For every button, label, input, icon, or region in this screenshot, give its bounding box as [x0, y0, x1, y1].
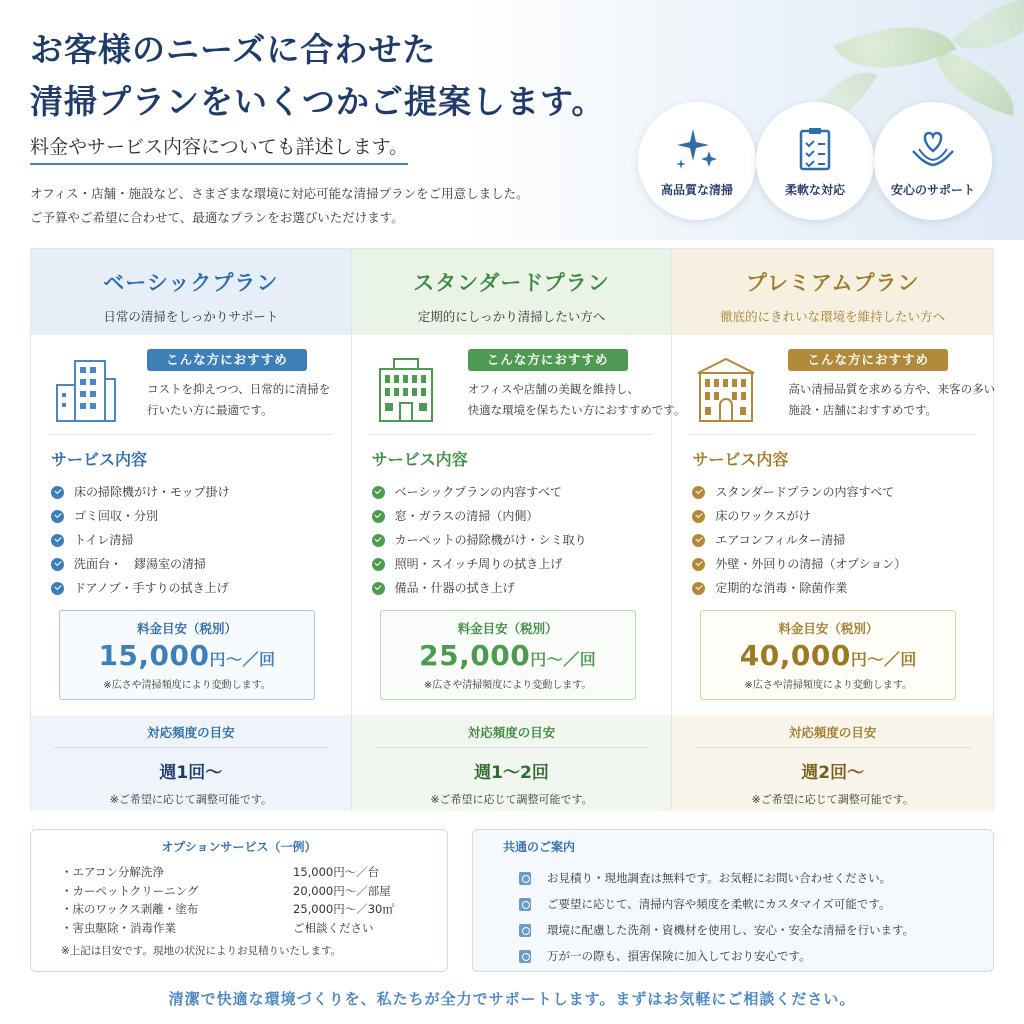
service-text: 洗面台・ 鏐湯室の清掃	[74, 557, 207, 571]
list-item	[372, 552, 672, 576]
price-unit: 円〜／回	[530, 650, 597, 669]
list-item	[51, 504, 351, 528]
frequency-note: ※ご希望に応じて調整可能です。	[751, 793, 914, 806]
table-row	[61, 919, 447, 938]
price-note: ※広さや清掃頻度により変動します。	[423, 680, 592, 691]
intro-text	[30, 182, 529, 230]
plan-header	[672, 249, 993, 335]
list-item	[372, 576, 672, 600]
service-text: 窓・ガラスの清掃（内側）	[394, 509, 539, 523]
feature-flexible	[756, 102, 874, 220]
plan-tagline: 日常の清掃をしっかりサポート	[103, 309, 279, 324]
feature-label: 柔軟な対応	[784, 182, 845, 197]
recommendation	[690, 335, 996, 435]
option-services-note: ※上記は目安です。現地の状況によりお見積りいたします。	[61, 945, 342, 957]
check-icon	[51, 486, 64, 499]
recommend-badge: こんな方におすすめ	[788, 349, 948, 371]
document-icon	[519, 872, 531, 885]
services-title: サービス内容	[371, 450, 468, 469]
check-icon	[372, 558, 385, 571]
services-list	[692, 480, 993, 600]
list-item	[519, 943, 993, 969]
plan-basic	[31, 249, 352, 809]
plan-name: スタンダードプラン	[413, 270, 610, 295]
list-item	[519, 891, 993, 917]
services-list	[372, 480, 672, 600]
feature-label: 高品質な清掃	[660, 182, 733, 197]
plan-premium	[672, 249, 996, 809]
heart-hands-icon	[909, 125, 957, 173]
service-text: カーペットの掃除機がけ・シミ取り	[394, 533, 587, 547]
recommend-line-2: 行いたい方に最適です。	[147, 403, 273, 417]
service-text: 床の掃除機がけ・モップ掛け	[74, 485, 230, 499]
list-item	[51, 552, 351, 576]
frequency-section	[31, 715, 351, 811]
check-icon	[692, 510, 705, 523]
plan-standard	[352, 249, 686, 809]
check-icon	[372, 486, 385, 499]
plan-header	[31, 249, 351, 335]
option-services-title: オプションサービス（一例）	[161, 840, 317, 854]
list-item	[372, 480, 672, 504]
frequency-value: 週1回〜	[159, 763, 223, 783]
check-icon	[692, 582, 705, 595]
list-item	[692, 504, 993, 528]
common-info-list	[519, 865, 993, 969]
list-item	[519, 917, 993, 943]
recommend-text	[788, 379, 995, 421]
intro-line-1: オフィス・店舗・施設など、さまざまな環境に対応可能な清掃プランをご用意しました。	[30, 186, 529, 201]
check-icon	[692, 558, 705, 571]
recommendation	[49, 335, 333, 435]
eco-icon	[519, 924, 531, 937]
frequency-note: ※ご希望に応じて調整可能です。	[109, 793, 272, 806]
common-info-box	[472, 829, 994, 972]
service-text: ベーシックプランの内容すべて	[394, 485, 562, 499]
price-box	[380, 610, 636, 700]
plans-table	[30, 248, 994, 810]
info-text: 万が一の際も、損害保険に加入しており安心です。	[547, 949, 811, 963]
title-line-2: 清掃プランをいくつかご提案します。	[30, 82, 606, 121]
list-item	[51, 576, 351, 600]
service-text: ゴミ回収・分別	[74, 509, 159, 523]
service-text: トイレ清掃	[74, 533, 134, 547]
page-subtitle: 料金やサービス内容についても詳述します。	[30, 132, 408, 165]
price-amount: 25,000	[419, 639, 531, 672]
list-item	[692, 552, 993, 576]
settings-icon	[519, 898, 531, 911]
check-icon	[51, 558, 64, 571]
service-text: 照明・スイッチ周りの拭き上げ	[394, 557, 563, 571]
recommend-badge: こんな方におすすめ	[468, 349, 628, 371]
frequency-label: 対応頻度の目安	[694, 723, 971, 748]
price-unit: 円〜／回	[209, 650, 276, 669]
list-item	[51, 528, 351, 552]
services-title: サービス内容	[692, 450, 789, 469]
recommend-line-2: 快適な環境を保ちたい方におすすめです。	[467, 403, 686, 417]
checklist-icon	[791, 125, 839, 173]
option-price: 25,000円〜／30㎡	[293, 902, 394, 916]
service-text: 定期的な消毒・除菌作業	[715, 581, 848, 595]
store-building-icon	[374, 355, 438, 423]
table-row	[61, 882, 447, 901]
option-name: ・床のワックス剥離・塗布	[61, 902, 199, 916]
option-price: ご相談ください	[293, 920, 374, 935]
services-list	[51, 480, 351, 600]
price-note: ※広さや清掃頻度により変動します。	[744, 680, 913, 691]
feature-quality	[638, 102, 756, 220]
check-icon	[51, 510, 64, 523]
feature-label: 安心のサポート	[890, 182, 975, 197]
info-text: ご要望に応じて、清掃内容や頻度を柔軟にカスタマイズ可能です。	[547, 897, 891, 911]
plan-tagline: 徹底的にきれいな環境を維持したい方へ	[720, 309, 946, 324]
list-item	[692, 576, 993, 600]
check-icon	[692, 534, 705, 547]
price-label: 料金目安（税別）	[136, 621, 237, 636]
footer-message: 清潔で快適な環境づくりを、私たちが全力でサポートします。まずはお気軽にご相談ください。	[168, 990, 856, 1008]
frequency-value: 週2回〜	[801, 763, 865, 783]
list-item	[692, 480, 993, 504]
option-price: 20,000円〜／部屋	[293, 883, 391, 898]
recommend-line-1: オフィスや店舗の美観を維持し、	[467, 382, 639, 396]
option-price: 15,000円〜／台	[293, 865, 380, 879]
title-line-1: お客様のニーズに合わせた	[30, 30, 437, 69]
plan-name: プレミアムプラン	[745, 270, 920, 295]
list-item	[51, 480, 351, 504]
service-text: エアコンフィルター清掃	[715, 533, 846, 547]
service-text: 外壁・外回りの清掃（オプション）	[715, 557, 907, 571]
check-icon	[372, 534, 385, 547]
recommend-line-1: 高い清掃品質を求める方や、来客の多い	[788, 382, 996, 396]
recommendation	[370, 335, 686, 435]
frequency-value: 週1〜2回	[474, 763, 549, 783]
service-text: ドアノブ・手すりの拭き上げ	[74, 581, 229, 595]
info-text: お見積り・現地調査は無料です。お気軽にお問い合わせください。	[547, 871, 892, 885]
list-item	[692, 528, 993, 552]
frequency-section	[352, 715, 672, 811]
check-icon	[692, 486, 705, 499]
check-icon	[51, 534, 64, 547]
frequency-label: 対応頻度の目安	[374, 723, 650, 748]
frequency-note: ※ご希望に応じて調整可能です。	[430, 793, 593, 806]
recommend-text	[468, 379, 686, 421]
price-value	[60, 639, 314, 672]
price-unit: 円〜／回	[850, 650, 917, 669]
list-item	[372, 528, 672, 552]
page-title	[30, 24, 650, 128]
table-row	[61, 900, 447, 919]
plan-tagline: 定期的にしっかり清掃したい方へ	[417, 309, 606, 324]
price-amount: 15,000	[98, 639, 210, 672]
recommend-line-1: コストを抑えつつ、日常的に清掃を	[147, 382, 331, 396]
plan-header	[352, 249, 672, 335]
common-info-title: 共通のご案内	[503, 840, 576, 854]
price-box	[700, 610, 956, 700]
option-name: ・カーペットクリーニング	[61, 883, 199, 898]
list-item	[372, 504, 672, 528]
service-text: 備品・什器の拭き上げ	[394, 581, 515, 595]
frequency-section	[672, 715, 993, 811]
check-icon	[372, 582, 385, 595]
check-icon	[372, 510, 385, 523]
feature-support	[874, 102, 992, 220]
price-value	[381, 639, 635, 672]
check-icon	[51, 582, 64, 595]
services-title: サービス内容	[51, 450, 148, 469]
service-text: 床のワックスがけ	[715, 509, 811, 523]
info-text: 環境に配慮した洗剤・資機材を使用し、安心・安全な清掃を行います。	[547, 923, 915, 937]
price-label: 料金目安（税別）	[457, 621, 558, 636]
price-note: ※広さや清掃頻度により変動します。	[103, 680, 271, 691]
option-name: ・害虫駆除・消毒作業	[61, 920, 176, 935]
intro-line-2: ご予算やご希望に合わせて、最適なプランをお選びいただけます。	[30, 210, 404, 225]
recommend-line-2: 施設・店舗におすすめです。	[788, 403, 938, 417]
list-item	[519, 865, 993, 891]
office-building-icon	[53, 355, 117, 423]
option-services-table	[61, 863, 447, 937]
price-box	[59, 610, 315, 700]
shield-icon	[519, 950, 531, 963]
table-row	[61, 863, 447, 882]
option-services-box	[30, 829, 448, 972]
option-name: ・エアコン分解洗浄	[61, 865, 164, 879]
recommend-badge: こんな方におすすめ	[147, 349, 307, 371]
plan-name: ベーシックプラン	[103, 270, 279, 295]
hotel-building-icon	[694, 355, 758, 423]
price-label: 料金目安（税別）	[778, 621, 879, 636]
sparkle-icon	[673, 125, 721, 173]
price-value	[701, 639, 955, 672]
service-text: スタンダードプランの内容すべて	[715, 485, 895, 499]
recommend-text	[147, 379, 330, 421]
frequency-label: 対応頻度の目安	[53, 723, 329, 748]
price-amount: 40,000	[739, 639, 851, 672]
